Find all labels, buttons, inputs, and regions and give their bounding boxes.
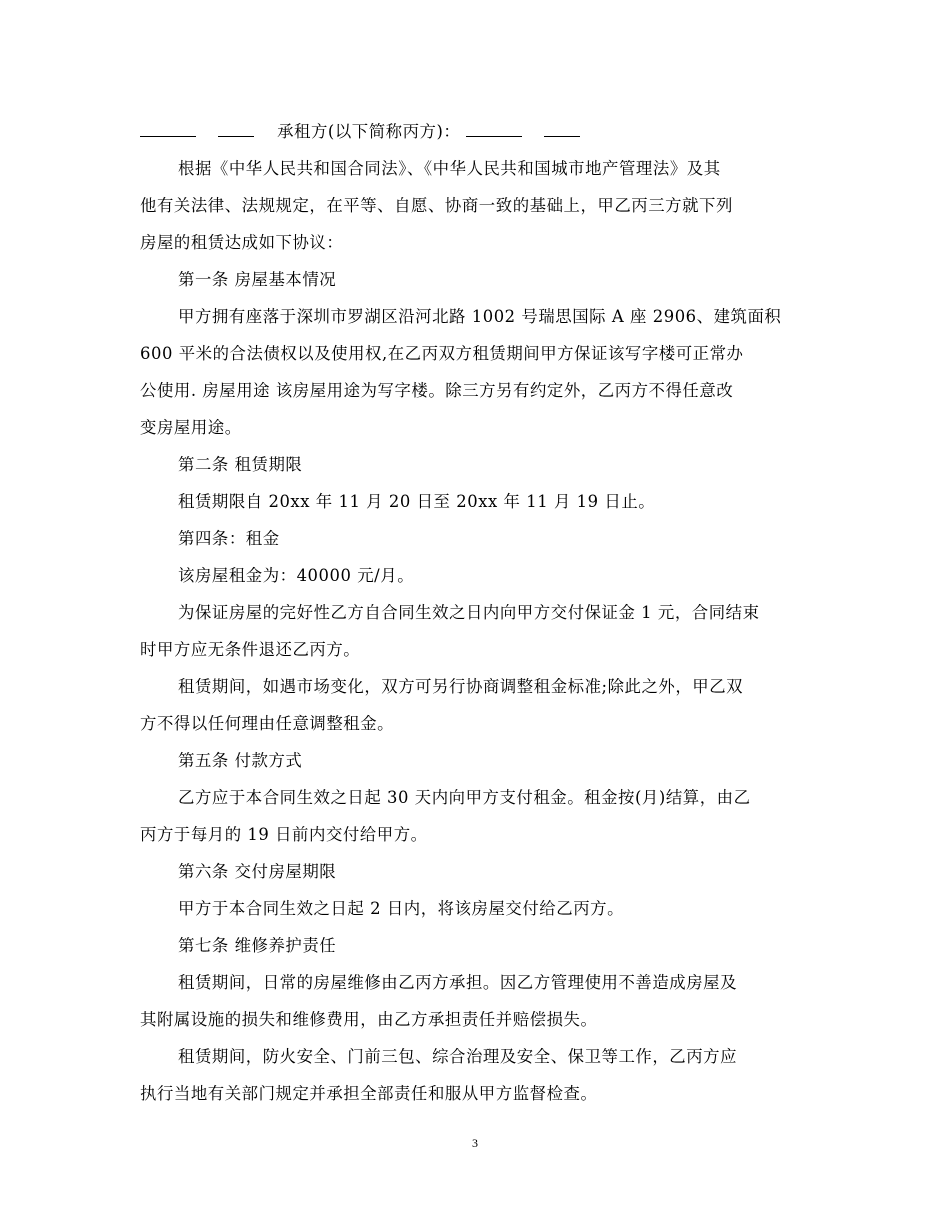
paragraph-line: 房屋的租赁达成如下协议： [140,233,344,252]
paragraph-line: 方不得以任何理由任意调整租金。 [140,714,395,733]
paragraph-line: 根据《中华人民共和国合同法》、《中华人民共和国城市地产管理法》及其 [178,159,721,178]
paragraph-line: 租赁期限自 20xx 年 11 月 20 日至 20xx 年 11 月 19 日止。 [178,492,656,511]
paragraph-line: 乙方应于本合同生效之日起 30 天内向甲方支付租金。租金按(月)结算，由乙 [178,788,751,807]
paragraph-line: 第五条 付款方式 [178,751,303,770]
contract-body [140,118,810,1117]
paragraph-line: 他有关法律、法规规定，在平等、自愿、协商一致的基础上，甲乙丙三方就下列 [140,196,733,215]
paragraph-line: 时甲方应无条件退还乙丙方。 [140,640,361,659]
paragraph-line: 丙方于每月的 19 日前内交付给甲方。 [140,825,428,844]
paragraph-line: 第七条 维修养护责任 [178,936,337,955]
paragraph-line: 甲方拥有座落于深圳市罗湖区沿河北路 1002 号瑞思国际 A 座 2906、建筑面积 [178,307,782,326]
paragraph-line: 600 平米的合法债权以及使用权,在乙丙双方租赁期间甲方保证该写字楼可正常办 [140,344,744,363]
blank-4 [544,118,580,137]
paragraph-line: 公使用. 房屋用途 该房屋用途为写字楼。除三方另有约定外，乙丙方不得任意改 [140,381,734,400]
paragraph-line: 执行当地有关部门规定并承担全部责任和服从甲方监督检查。 [140,1084,598,1103]
paragraph-line: 第四条：租金 [178,529,280,548]
paragraph-line: 租赁期间，防火安全、门前三包、综合治理及安全、保卫等工作，乙丙方应 [178,1047,738,1066]
lessee-label: 承租方(以下简称丙方)： [277,122,461,141]
header-line [140,118,810,146]
blank-3 [466,118,522,137]
paragraph-line: 第一条 房屋基本情况 [178,270,337,289]
paragraph-line: 为保证房屋的完好性乙方自合同生效之日内向甲方交付保证金 1 元，合同结束 [178,603,760,622]
paragraph-line: 第二条 租赁期限 [178,455,303,474]
paragraph-line: 其附属设施的损失和维修费用，由乙方承担责任并赔偿损失。 [140,1010,598,1029]
paragraph-line: 甲方于本合同生效之日起 2 日内，将该房屋交付给乙丙方。 [178,899,625,918]
paragraph-line: 变房屋用途。 [140,418,242,437]
paragraph-line: 第六条 交付房屋期限 [178,862,337,881]
page-number: 3 [472,1136,478,1150]
paragraph-line: 租赁期间，日常的房屋维修由乙丙方承担。因乙方管理使用不善造成房屋及 [178,973,738,992]
paragraph-line: 该房屋租金为：40000 元/月。 [178,566,415,585]
paragraph-line: 租赁期间，如遇市场变化，双方可另行协商调整租金标准;除此之外，甲乙双 [178,677,744,696]
blank-1 [140,118,196,137]
blank-2 [218,118,254,137]
